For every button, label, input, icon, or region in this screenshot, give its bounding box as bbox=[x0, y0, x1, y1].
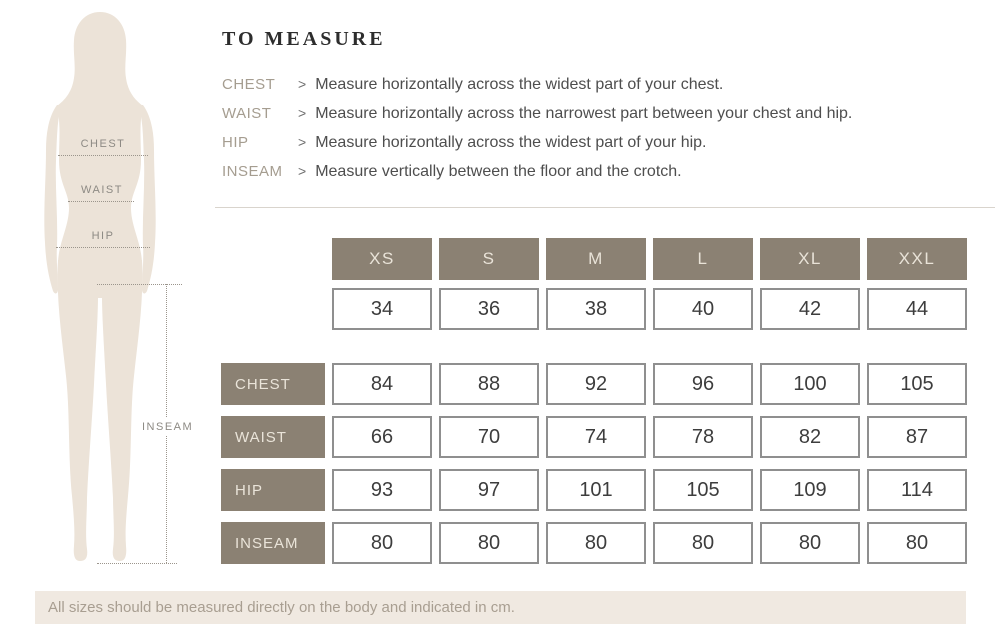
inseam-value-cell: 80 bbox=[760, 522, 860, 564]
hip-value-cell: 97 bbox=[439, 469, 539, 511]
waist-dotted-line bbox=[68, 201, 134, 202]
chest-value-cell: 88 bbox=[439, 363, 539, 405]
chest-dotted-line bbox=[58, 155, 148, 156]
instruction-text: Measure horizontally across the widest part of your chest. bbox=[315, 76, 724, 93]
hip-value-cell: 109 bbox=[760, 469, 860, 511]
chest-value-cell: 84 bbox=[332, 363, 432, 405]
inseam-value-cell: 80 bbox=[439, 522, 539, 564]
page-title: TO MEASURE bbox=[222, 28, 386, 50]
hip-value-cell: 105 bbox=[653, 469, 753, 511]
instruction-inseam bbox=[222, 163, 992, 179]
instruction-label: HIP bbox=[222, 134, 249, 151]
instruction-text: Measure vertically between the floor and the crotch. bbox=[315, 163, 682, 180]
inseam-value-cell: 80 bbox=[332, 522, 432, 564]
chest-value-cell: 92 bbox=[546, 363, 646, 405]
inseam-value-cell: 80 bbox=[867, 522, 967, 564]
instruction-label: WAIST bbox=[222, 105, 272, 122]
hip-value-cell: 101 bbox=[546, 469, 646, 511]
row-label-waist: WAIST bbox=[221, 416, 325, 458]
chest-value-cell: 100 bbox=[760, 363, 860, 405]
eu-size-row bbox=[221, 288, 967, 330]
inseam-top-dotted-line bbox=[97, 284, 182, 285]
chest-value-cell: 105 bbox=[867, 363, 967, 405]
chevron-right-icon: > bbox=[298, 76, 307, 92]
inseam-value-cell: 80 bbox=[653, 522, 753, 564]
woman-silhouette-image bbox=[25, 8, 205, 568]
eu-size-cell: 42 bbox=[760, 288, 860, 330]
waist-value-cell: 66 bbox=[332, 416, 432, 458]
size-header-s: S bbox=[439, 238, 539, 280]
spacer-cell bbox=[221, 288, 325, 330]
inseam-value-cell: 80 bbox=[546, 522, 646, 564]
row-label-hip: HIP bbox=[221, 469, 325, 511]
hip-value-cell: 93 bbox=[332, 469, 432, 511]
eu-size-cell: 38 bbox=[546, 288, 646, 330]
instruction-text: Measure horizontally across the narrowest part between your chest and hip. bbox=[315, 105, 853, 122]
table-row-waist bbox=[221, 416, 967, 458]
size-header-xxl: XXL bbox=[867, 238, 967, 280]
hip-dotted-line bbox=[56, 247, 150, 248]
measurement-note-bar bbox=[35, 591, 966, 624]
inseam-bottom-dotted-line bbox=[97, 563, 177, 564]
size-header-xl: XL bbox=[760, 238, 860, 280]
table-row-hip bbox=[221, 469, 967, 511]
spacer-cell bbox=[221, 238, 325, 280]
instruction-hip bbox=[222, 134, 992, 150]
table-row-chest bbox=[221, 363, 967, 405]
figure-waist-label: WAIST bbox=[81, 184, 123, 196]
table-row-inseam bbox=[221, 522, 967, 564]
figure-chest-label: CHEST bbox=[80, 138, 126, 150]
row-label-inseam: INSEAM bbox=[221, 522, 325, 564]
chevron-right-icon: > bbox=[298, 105, 307, 121]
eu-size-cell: 36 bbox=[439, 288, 539, 330]
measure-instructions bbox=[222, 76, 992, 192]
instruction-waist bbox=[222, 105, 992, 121]
waist-value-cell: 74 bbox=[546, 416, 646, 458]
chevron-right-icon: > bbox=[298, 134, 307, 150]
instruction-text: Measure horizontally across the widest part of your hip. bbox=[315, 134, 707, 151]
waist-value-cell: 70 bbox=[439, 416, 539, 458]
waist-value-cell: 82 bbox=[760, 416, 860, 458]
figure-inseam-label: INSEAM bbox=[140, 418, 195, 436]
instruction-label: CHEST bbox=[222, 76, 276, 93]
waist-value-cell: 78 bbox=[653, 416, 753, 458]
measurement-note-text: All sizes should be measured directly on the body and indicated in cm. bbox=[48, 599, 515, 616]
instruction-chest bbox=[222, 76, 992, 92]
body-silhouette bbox=[25, 8, 205, 568]
eu-size-cell: 34 bbox=[332, 288, 432, 330]
size-header-row bbox=[221, 238, 967, 280]
row-label-chest: CHEST bbox=[221, 363, 325, 405]
chest-value-cell: 96 bbox=[653, 363, 753, 405]
eu-size-cell: 40 bbox=[653, 288, 753, 330]
waist-value-cell: 87 bbox=[867, 416, 967, 458]
size-header-xs: XS bbox=[332, 238, 432, 280]
section-divider bbox=[215, 207, 995, 208]
hip-value-cell: 114 bbox=[867, 469, 967, 511]
eu-size-cell: 44 bbox=[867, 288, 967, 330]
figure-hip-label: HIP bbox=[91, 230, 115, 242]
chevron-right-icon: > bbox=[298, 163, 307, 179]
size-header-m: M bbox=[546, 238, 646, 280]
instruction-label: INSEAM bbox=[222, 163, 283, 180]
size-header-l: L bbox=[653, 238, 753, 280]
